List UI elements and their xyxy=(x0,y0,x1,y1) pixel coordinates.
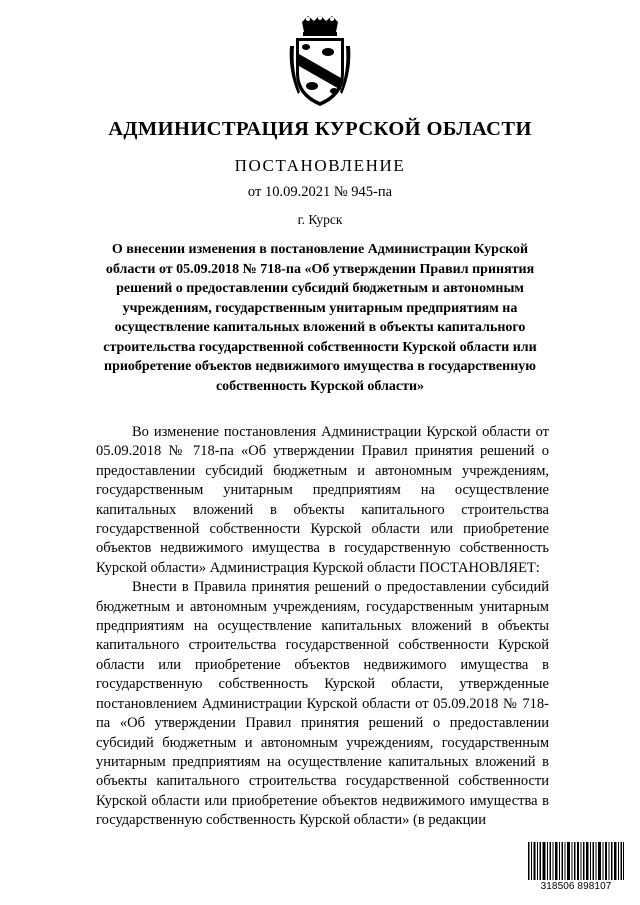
barcode-number: 318506 898107 xyxy=(540,881,612,892)
document-heading: О внесении изменения в постановление Администрации Курской области от 05.09.2018 № 718-па «Об утверждении Правил принятия решений о предоставлении субсидий бюджетным и автономным учреждениям, государственным унитарным предприятиям на осуществление капитальных вложений в объекты капитального строительства государственной собственности Курской области или приобретение объектов недвижимого имущества в государственную собственность Курской области» xyxy=(103,242,537,394)
body-paragraph: Во изменение постановления Администрации Курской области от 05.09.2018 № 718-па «Об утверждении Правил принятия решений о предоставлении субсидий бюджетным и автономным учреждениям, государственным унитарным предприятиям на осуществление капитальных вложений в объекты капитального строительства государственной собственности Курской области или приобретение объектов недвижимого имущества в государственную собственность Курской области» Администрация Курской области ПОСТАНОВЛЯЕТ: xyxy=(96,424,549,576)
barcode xyxy=(527,842,625,898)
organization-title: АДМИНИСТРАЦИЯ КУРСКОЙ ОБЛАСТИ xyxy=(108,118,532,140)
document-city: г. Курск xyxy=(297,212,343,227)
body-paragraph: Внести в Правила принятия решений о предоставлении субсидий бюджетным и автономным учреждениям, государственным унитарным предприятиям на осуществление капитальных вложений в объекты капитального строительства государственной собственности Курской области или приобретение объектов недвижимого имущества в государственную собственность Курской области, утвержденные постановлением Администрации Курской области от 05.09.2018 № 718-па «Об утверждении Правил принятия решений о предоставлении субсидий бюджетным и автономным учреждениям, государственным унитарным предприятиям на осуществление капитальных вложений в объекты капитального строительства государственной собственности Курской области или приобретение объектов недвижимого имущества в государственную собственность Курской области» (в редакции xyxy=(96,579,549,829)
document-body xyxy=(96,423,549,831)
document-date-number: от 10.09.2021 № 945-па xyxy=(247,184,393,200)
document-type: ПОСТАНОВЛЕНИЕ xyxy=(234,156,406,175)
kursk-coat-of-arms-icon xyxy=(288,16,352,108)
barcode-bars-icon xyxy=(527,842,625,880)
